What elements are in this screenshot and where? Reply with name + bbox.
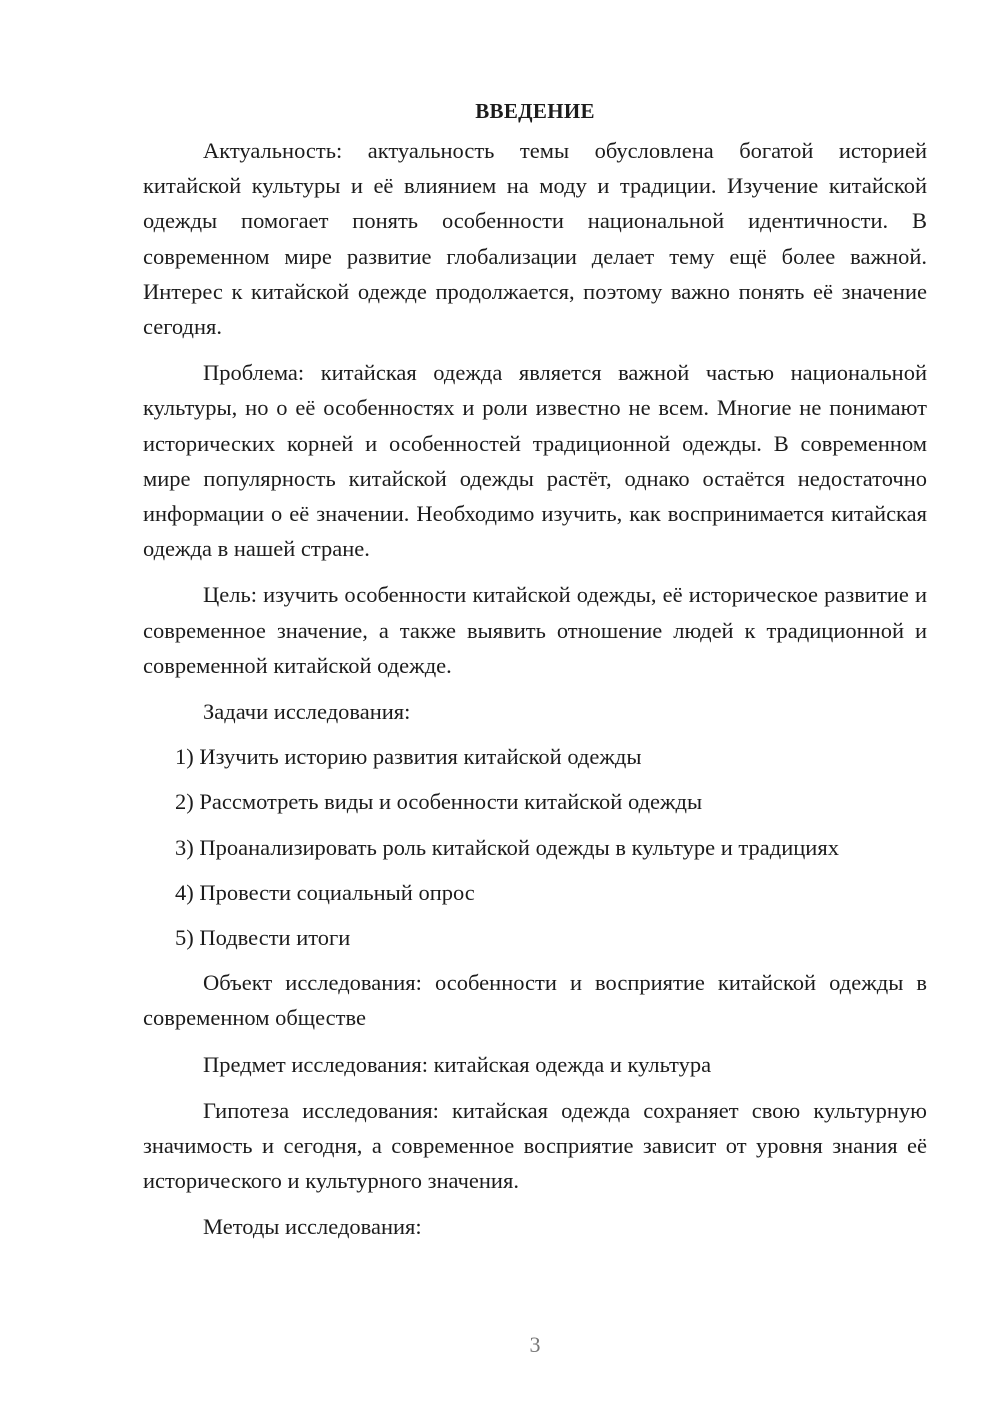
hypothesis-paragraph: Гипотеза исследования: китайская одежда сохраняет свою культурную значимость и сегодня, а современное восприятие зависит от уровня знания её исторического и культурного значения. — [143, 1097, 927, 1194]
methods-heading: Методы исследования: — [203, 1214, 422, 1240]
task-item: 2) Рассмотреть виды и особенности китайской одежды — [175, 789, 703, 815]
page-content — [143, 94, 927, 1255]
tasks-heading: Задачи исследования: — [203, 699, 411, 725]
problem-paragraph: Проблема: китайская одежда является важной частью национальной культуры, но о её особенностях и роли известно не всем. Многие не понимают исторических корней и особенностей традиционной одежды. В современном мире популярность китайской одежды растёт, однако остаётся недостаточно информации о её значении. Необходимо изучить, как воспринимается китайская одежда в нашей стране. — [143, 360, 927, 562]
task-item: 1) Изучить историю развития китайской одежды — [175, 744, 642, 770]
task-item: 4) Провести социальный опрос — [175, 879, 475, 905]
task-item: 3) Проанализировать роль китайской одежды в культуре и традициях — [175, 834, 839, 860]
page-number: 3 — [529, 1332, 541, 1357]
relevance-paragraph: Актуальность: актуальность темы обусловлена богатой историей китайской культуры и её влиянием на моду и традиции. Изучение китайской одежды помогает понять особенности национальной идентичности. В современном мире развитие глобализации делает тему ещё более важной. Интерес к китайской одежде продолжается, поэтому важно понять её значение сегодня. — [143, 138, 927, 340]
task-item: 5) Подвести итоги — [175, 925, 351, 951]
tasks-list — [143, 739, 927, 955]
object-paragraph: Объект исследования: особенности и восприятие китайской одежды в современном обществе — [143, 970, 927, 1031]
goal-paragraph: Цель: изучить особенности китайской одежды, её историческое развитие и современное значение, а также выявить отношение людей к традиционной и современной китайской одежде. — [143, 582, 927, 678]
section-title: ВВЕДЕНИЕ — [475, 99, 595, 123]
subject-paragraph: Предмет исследования: китайская одежда и культура — [203, 1051, 712, 1077]
